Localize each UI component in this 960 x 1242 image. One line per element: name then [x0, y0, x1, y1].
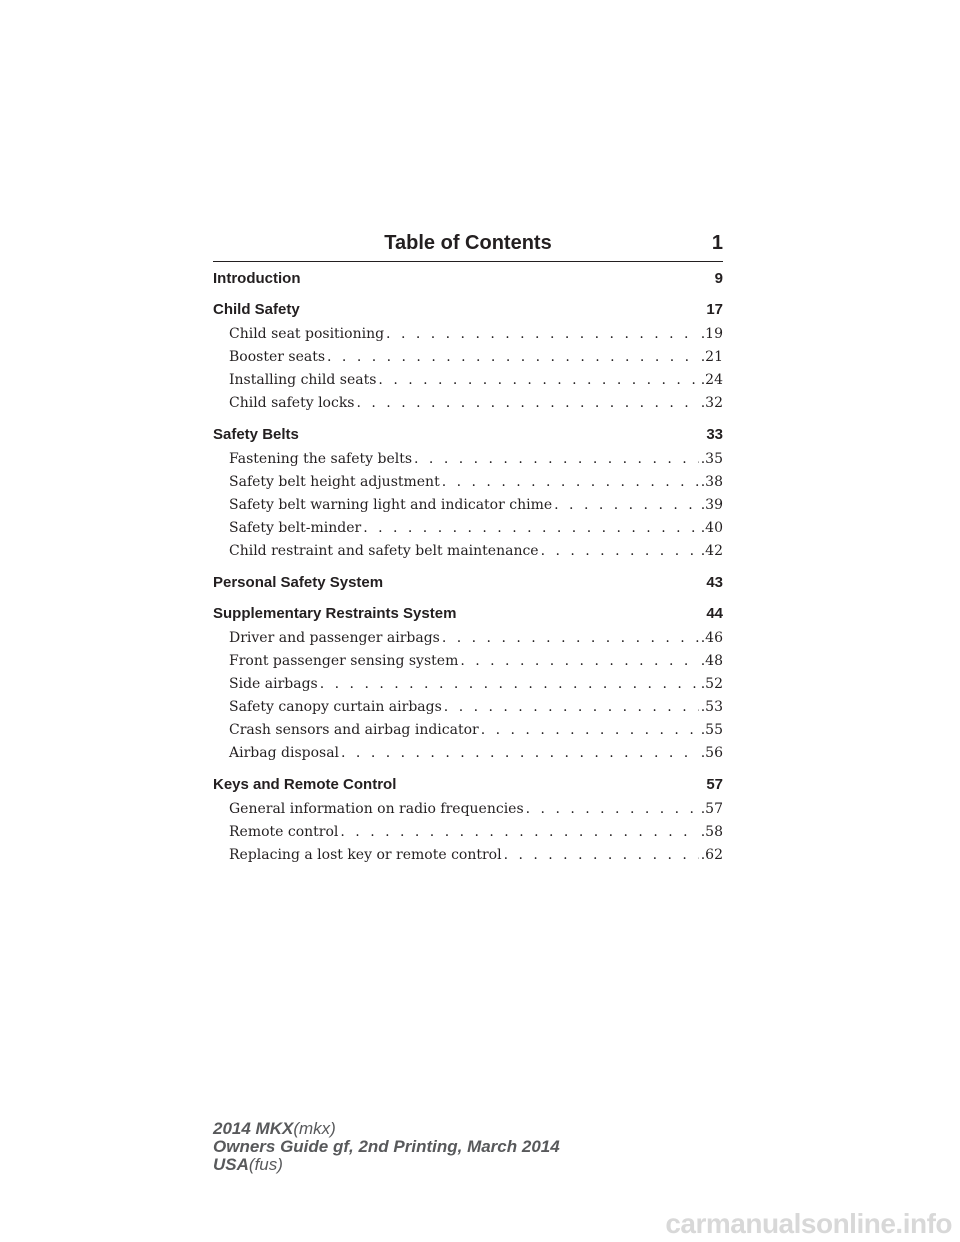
toc-item[interactable] — [229, 719, 723, 742]
toc-item-page: .21 — [700, 349, 723, 365]
dot-leader — [541, 540, 699, 563]
toc-item-page: .53 — [700, 699, 723, 715]
toc-section — [213, 572, 723, 594]
toc-item[interactable] — [229, 448, 723, 471]
dot-leader — [444, 696, 699, 719]
toc-item[interactable] — [229, 844, 723, 867]
toc-item-label: Replacing a lost key or remote control — [229, 847, 502, 863]
toc-item[interactable] — [229, 323, 723, 346]
toc-item[interactable] — [229, 821, 723, 844]
toc-item-page: .32 — [700, 395, 723, 411]
footer-region-code: (fus) — [248, 1155, 283, 1174]
dot-leader — [442, 627, 699, 650]
toc-section-heading[interactable] — [213, 268, 723, 290]
footer-line-model — [213, 1120, 560, 1138]
toc-item[interactable] — [229, 392, 723, 415]
toc-item[interactable] — [229, 494, 723, 517]
toc-item-page: .46 — [700, 630, 723, 646]
toc-item-label: Safety belt height adjustment — [229, 474, 440, 490]
dot-leader — [327, 346, 699, 369]
section-page: 17 — [706, 301, 723, 318]
footer-line-region — [213, 1156, 560, 1174]
toc-item-page: .58 — [700, 824, 723, 840]
section-title: Personal Safety System — [213, 574, 384, 591]
section-page: 33 — [706, 426, 723, 443]
section-page: 9 — [714, 270, 723, 287]
toc-item[interactable] — [229, 696, 723, 719]
section-page: 43 — [706, 574, 723, 591]
toc-item[interactable] — [229, 540, 723, 563]
toc-item-label: Remote control — [229, 824, 339, 840]
watermark: carmanualsonline.info — [665, 1208, 952, 1239]
dot-leader — [460, 650, 698, 673]
toc-item-label: Airbag disposal — [229, 745, 340, 761]
toc-item-page: .38 — [700, 474, 723, 490]
section-page: 44 — [706, 605, 723, 622]
toc-item[interactable] — [229, 742, 723, 765]
toc-section-heading[interactable] — [213, 774, 723, 796]
toc-item-list — [213, 627, 723, 765]
section-page: 57 — [706, 776, 723, 793]
toc-item[interactable] — [229, 346, 723, 369]
dot-leader — [363, 517, 699, 540]
toc-item-label: Crash sensors and airbag indicator — [229, 722, 479, 738]
dot-leader — [341, 742, 699, 765]
dot-leader — [481, 719, 699, 742]
footer-printing: Owners Guide gf, 2nd Printing, March 2014 — [213, 1137, 560, 1156]
section-title: Child Safety — [213, 301, 300, 318]
section-title: Introduction — [213, 270, 301, 287]
section-title: Safety Belts — [213, 426, 299, 443]
footer-region: USA — [213, 1155, 249, 1174]
toc-item[interactable] — [229, 517, 723, 540]
dot-leader — [340, 821, 698, 844]
toc-item-page: .40 — [700, 520, 723, 536]
toc-item-label: Child restraint and safety belt maintenance — [229, 543, 539, 559]
toc-item-label: Safety belt warning light and indicator chime — [229, 497, 553, 513]
toc-item[interactable] — [229, 798, 723, 821]
toc-section-heading[interactable] — [213, 603, 723, 625]
toc-section — [213, 603, 723, 765]
toc-item-page: .42 — [700, 543, 723, 559]
toc-section-heading[interactable] — [213, 572, 723, 594]
toc-item-list — [213, 323, 723, 415]
page-header — [213, 229, 723, 262]
toc-section — [213, 268, 723, 290]
toc-item-list — [213, 448, 723, 563]
dot-leader — [554, 494, 699, 517]
toc-item-page: .19 — [700, 326, 723, 342]
toc-item-page: .56 — [700, 745, 723, 761]
toc-section — [213, 299, 723, 415]
toc-item[interactable] — [229, 369, 723, 392]
toc-section — [213, 424, 723, 563]
section-title: Keys and Remote Control — [213, 776, 397, 793]
toc-item-list — [213, 798, 723, 867]
toc-item-label: Fastening the safety belts — [229, 451, 413, 467]
dot-leader — [414, 448, 699, 471]
toc-item[interactable] — [229, 673, 723, 696]
toc-item-page: .52 — [700, 676, 723, 692]
toc-item[interactable] — [229, 627, 723, 650]
toc-section — [213, 774, 723, 867]
dot-leader — [357, 392, 699, 415]
toc-item-label: Safety canopy curtain airbags — [229, 699, 442, 715]
dot-leader — [320, 673, 699, 696]
toc-item-page: .55 — [700, 722, 723, 738]
toc-item[interactable] — [229, 650, 723, 673]
toc-item-label: General information on radio frequencies — [229, 801, 524, 817]
toc-item[interactable] — [229, 471, 723, 494]
toc-item-page: .48 — [700, 653, 723, 669]
toc-item-page: .57 — [700, 801, 723, 817]
page-number: 1 — [711, 232, 723, 254]
toc-item-label: Child safety locks — [229, 395, 355, 411]
toc-item-label: Front passenger sensing system — [229, 653, 459, 669]
table-of-contents — [213, 268, 723, 876]
dot-leader — [386, 323, 699, 346]
footer-model-code: (mkx) — [293, 1119, 336, 1138]
toc-item-label: Driver and passenger airbags — [229, 630, 440, 646]
toc-item-page: .39 — [700, 497, 723, 513]
dot-leader — [442, 471, 699, 494]
dot-leader — [526, 798, 699, 821]
section-title: Supplementary Restraints System — [213, 605, 457, 622]
toc-item-label: Safety belt-minder — [229, 520, 362, 536]
toc-item-label: Booster seats — [229, 349, 326, 365]
toc-item-page: .35 — [700, 451, 723, 467]
toc-item-label: Child seat positioning — [229, 326, 385, 342]
footer — [213, 1120, 560, 1174]
dot-leader — [504, 844, 699, 867]
toc-item-label: Side airbags — [229, 676, 318, 692]
toc-section-heading[interactable] — [213, 424, 723, 446]
toc-item-page: .24 — [700, 372, 723, 388]
dot-leader — [378, 369, 698, 392]
toc-item-page: .62 — [700, 847, 723, 863]
toc-section-heading[interactable] — [213, 299, 723, 321]
page-title: Table of Contents — [384, 232, 552, 254]
footer-model: 2014 MKX — [213, 1119, 294, 1138]
toc-item-label: Installing child seats — [229, 372, 377, 388]
